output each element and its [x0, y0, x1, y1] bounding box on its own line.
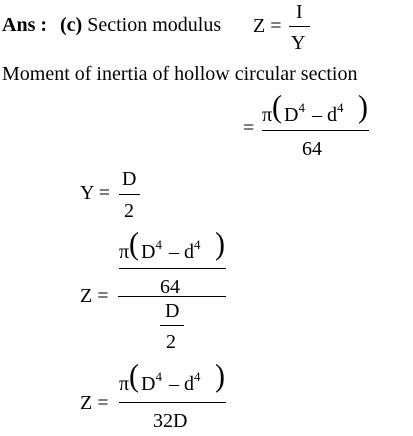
eq3-exp2: 4 [194, 237, 201, 252]
eq4-close-paren: ) [215, 358, 225, 394]
eq4-exp2: 4 [194, 369, 201, 384]
eq3-lhs: Z = [80, 285, 109, 307]
eq3-open-paren: ( [129, 226, 139, 262]
eq4-fraction-bar [119, 402, 226, 403]
answer-line [2, 14, 221, 36]
fraction-den-Y: Y [291, 32, 306, 54]
eq3-D: $D^4$ [141, 237, 162, 263]
eq3-lower-den: 2 [166, 331, 176, 353]
eq3-pi: π [119, 241, 130, 263]
eq4-exp1: 4 [155, 369, 162, 384]
answer-label: Ans : [2, 14, 48, 36]
eq4-open-paren: ( [129, 358, 139, 394]
eq4-pi: π [119, 373, 130, 395]
eq1-close-paren: ) [358, 89, 368, 125]
eq4-denominator: 32D [153, 410, 188, 432]
eq1-open-paren: ( [272, 89, 282, 125]
eq3-exp1: 4 [155, 237, 162, 252]
eq3-lower-bar [160, 325, 184, 326]
fraction-bar-1 [289, 26, 310, 27]
eq1-minus-d: – $d^4$ [312, 100, 344, 126]
eq2-fraction-bar [119, 194, 140, 195]
eq4-minus-d: – $d^4$ [169, 369, 201, 395]
eq1-D: $D^4$ [284, 100, 305, 126]
eq1-pi: π [262, 104, 273, 126]
eq3-lower-num: D [165, 300, 180, 322]
eq2-den: 2 [124, 200, 134, 222]
eq1-equals: = [243, 117, 255, 139]
eq3-inner-bar [119, 268, 226, 269]
eq3-minus-d: – $d^4$ [169, 237, 201, 263]
answer-option: (c) [60, 14, 83, 36]
eq3-close-paren: ) [215, 226, 225, 262]
z-lhs-1: Z = [253, 15, 282, 37]
eq2-num: D [122, 168, 137, 190]
answer-text: Section modulus [87, 14, 222, 36]
eq4-D: $D^4$ [141, 369, 162, 395]
eq1-exp2: 4 [337, 100, 344, 115]
eq4-lhs: Z = [80, 392, 109, 414]
eq1-denominator: 64 [302, 138, 322, 160]
eq3-inner-den: 64 [160, 276, 180, 298]
fraction-num-I: I [296, 1, 303, 23]
moment-text: Moment of inertia of hollow circular section [2, 63, 358, 85]
eq3-main-bar [118, 296, 226, 297]
eq2-lhs: Y = [80, 182, 110, 204]
eq1-fraction-bar [262, 130, 369, 131]
eq1-exp1: 4 [298, 100, 305, 115]
